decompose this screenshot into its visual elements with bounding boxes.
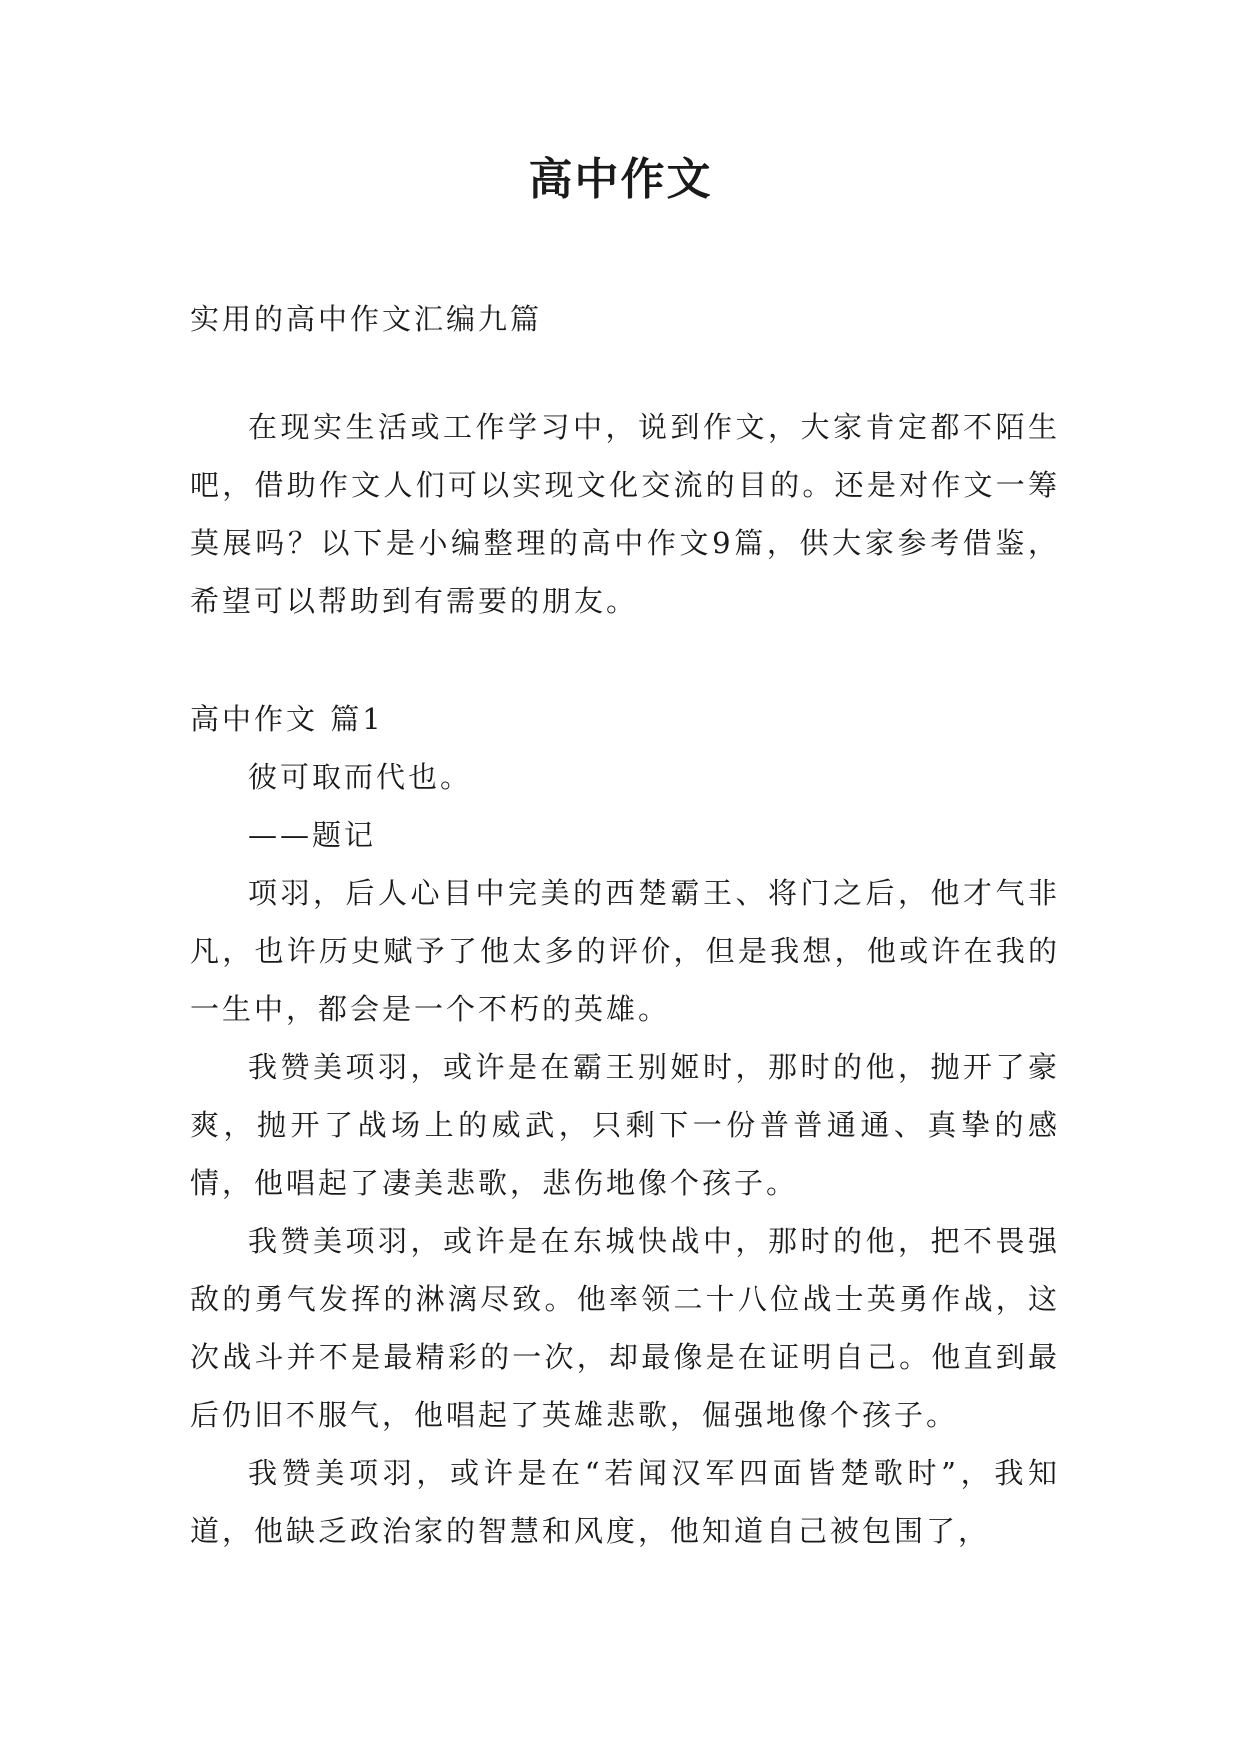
section-heading: 高中作文 篇1 xyxy=(190,702,384,736)
document-body xyxy=(190,290,1060,1560)
body-paragraph: 我赞美项羽，或许是在“若闻汉军四面皆楚歌时”，我知道，他缺乏政治家的智慧和风度，他知道自己被包围了， xyxy=(190,1456,1060,1548)
document-subtitle: 实用的高中作文汇编九篇 xyxy=(190,302,543,336)
epigraph-source: ——题记 xyxy=(248,818,377,852)
body-paragraph: 项羽，后人心目中完美的西楚霸王、将门之后，他才气非凡，也许历史赋予了他太多的评价，但是我想，他或许在我的一生中，都会是一个不朽的英雄。 xyxy=(190,876,1060,1026)
body-paragraph: 我赞美项羽，或许是在霸王别姬时，那时的他，抛开了豪爽，抛开了战场上的威武，只剩下一份普普通通、真挚的感情，他唱起了凄美悲歌，悲伤地像个孩子。 xyxy=(190,1050,1060,1200)
document-title: 高中作文 xyxy=(528,154,713,205)
epigraph: 彼可取而代也。 xyxy=(248,760,473,794)
body-paragraph: 我赞美项羽，或许是在东城快战中，那时的他，把不畏强敌的勇气发挥的淋漓尽致。他率领二十八位战士英勇作战，这次战斗并不是最精彩的一次，却最像是在证明自己。他直到最后仍旧不服气，他唱起了英雄悲歌，倔强地像个孩子。 xyxy=(190,1224,1060,1432)
intro-paragraph: 在现实生活或工作学习中，说到作文，大家肯定都不陌生吧，借助作文人们可以实现文化交流的目的。还是对作文一筹莫展吗？以下是小编整理的高中作文9篇，供大家参考借鉴，希望可以帮助到有需要的朋友。 xyxy=(190,410,1060,618)
